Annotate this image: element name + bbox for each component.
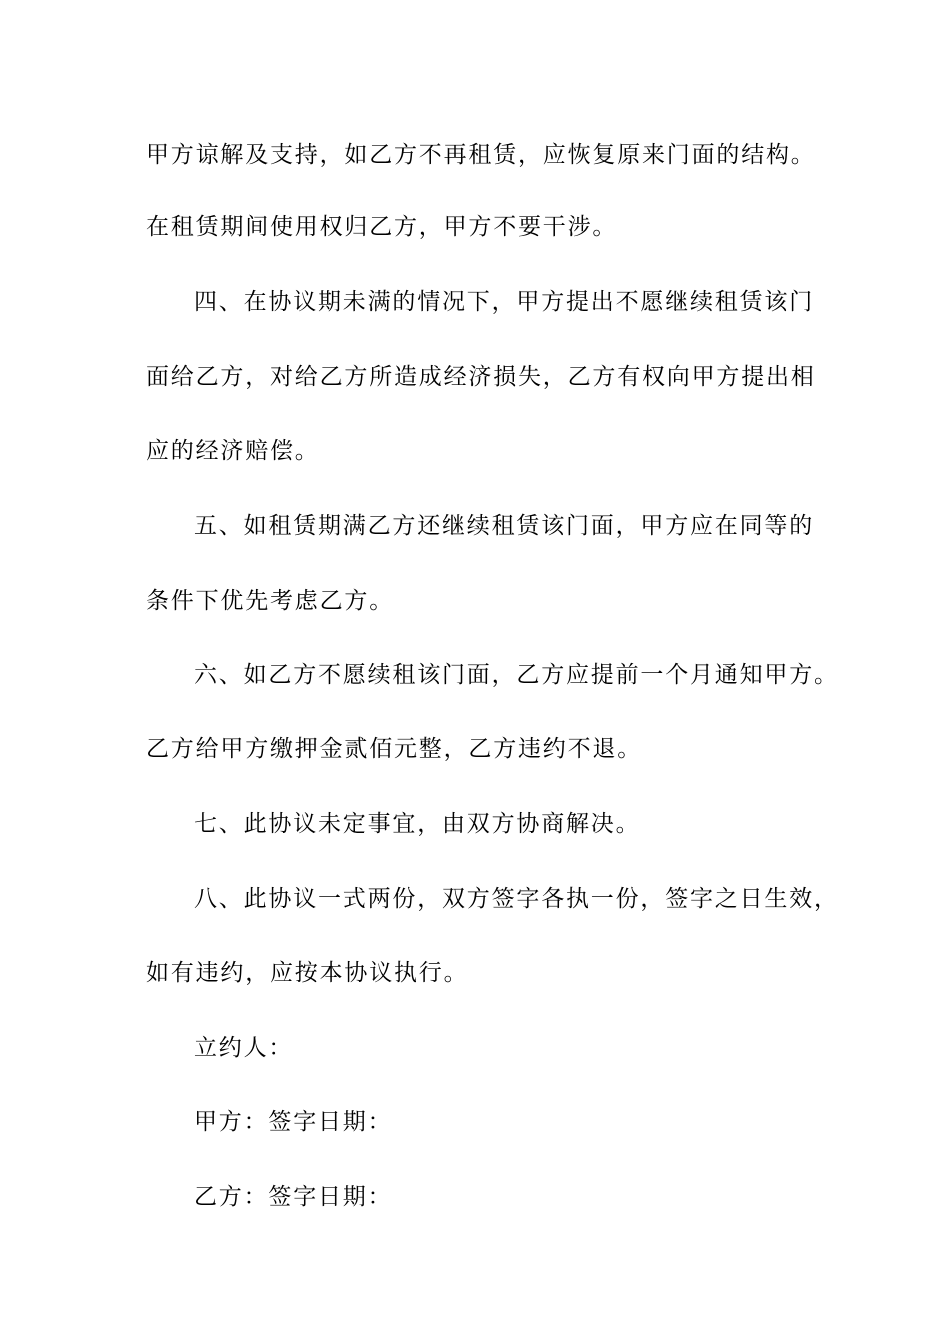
- clause-8-line-1: 八、此协议一式两份，双方签字各执一份，签字之日生效，: [194, 886, 839, 912]
- clause-7-line: 七、此协议未定事宜，由双方协商解决。: [194, 811, 641, 837]
- clause-5-line-2: 条件下优先考虑乙方。: [146, 588, 394, 614]
- clause-6-line-1: 六、如乙方不愿续租该门面，乙方应提前一个月通知甲方。: [194, 662, 839, 688]
- clause-4-line-3: 应的经济赔偿。: [146, 438, 320, 464]
- paragraph-line-2: 在租赁期间使用权归乙方，甲方不要干涉。: [146, 214, 618, 240]
- clause-4-line-1: 四、在协议期未满的情况下，甲方提出不愿继续租赁该门: [194, 289, 814, 315]
- clause-5-line-1: 五、如租赁期满乙方还继续租赁该门面，甲方应在同等的: [194, 513, 814, 539]
- signatory-heading: 立约人：: [194, 1035, 294, 1061]
- clause-6-line-2: 乙方给甲方缴押金贰佰元整，乙方违约不退。: [146, 736, 642, 762]
- clause-4-line-2: 面给乙方，对给乙方所造成经济损失，乙方有权向甲方提出相: [146, 364, 816, 390]
- paragraph-line-1: 甲方谅解及支持，如乙方不再租赁，应恢复原来门面的结构。: [146, 142, 816, 168]
- clause-8-line-2: 如有违约，应按本协议执行。: [146, 960, 469, 986]
- party-a-signature-line: 甲方：签字日期：: [194, 1109, 393, 1135]
- party-b-signature-line: 乙方：签字日期：: [194, 1184, 393, 1210]
